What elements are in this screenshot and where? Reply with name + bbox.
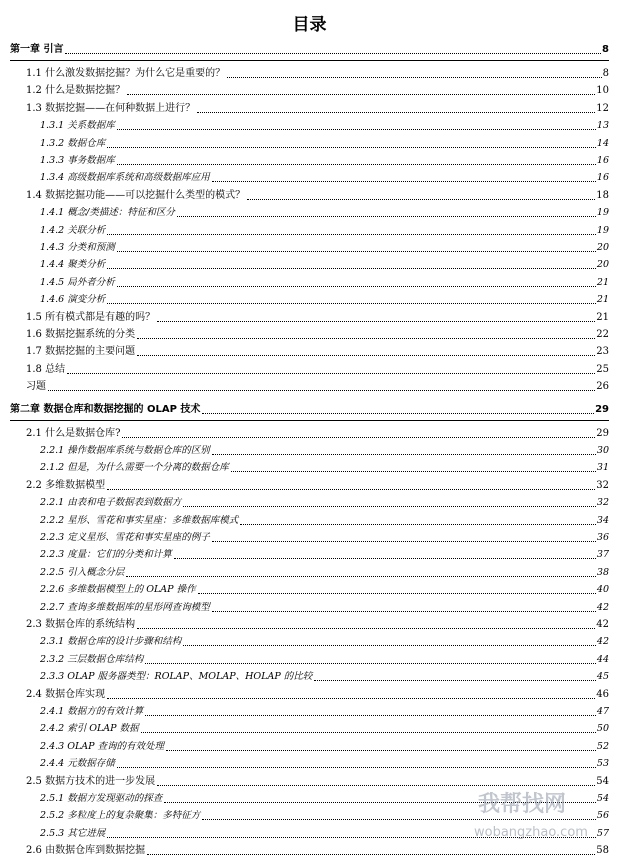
dot-leader — [117, 164, 596, 165]
toc-entry[interactable] — [26, 689, 609, 701]
toc-entry-label: 第一章 引言 — [10, 44, 64, 55]
toc-entry-label: 2.2.1 操作数据库系统与数据仓库的区别 — [40, 445, 210, 456]
toc-entry[interactable] — [40, 155, 609, 167]
toc-entry-page: 25 — [596, 363, 609, 375]
toc-entry-label: 2.5 数据方技术的进一步发展 — [26, 775, 156, 787]
toc-entry[interactable] — [40, 497, 609, 509]
toc-chapter-entry[interactable] — [10, 44, 609, 56]
toc-entry[interactable] — [40, 242, 609, 254]
toc-entry[interactable] — [26, 776, 609, 788]
toc-entry[interactable] — [40, 549, 609, 561]
dot-leader — [107, 268, 596, 269]
dot-leader — [141, 732, 596, 733]
toc-entry-page: 40 — [596, 584, 609, 596]
dot-leader — [183, 645, 596, 646]
dot-leader — [137, 338, 595, 339]
toc-entry-label: 1.4.6 演变分析 — [40, 294, 106, 306]
dot-leader — [137, 628, 595, 629]
dot-leader — [202, 819, 596, 820]
toc-entry-label: 2.4.2 索引 OLAP 数据 — [40, 723, 139, 735]
toc-entry[interactable] — [40, 207, 609, 219]
toc-entry[interactable] — [40, 636, 609, 648]
dot-leader — [212, 454, 596, 455]
watermark-logo: 我帮找网 — [478, 792, 567, 817]
toc-entry-page: 21 — [596, 294, 609, 306]
toc-entry-page: 57 — [596, 827, 609, 839]
toc-entry-page: 42 — [596, 601, 609, 613]
toc-entry-page: 32 — [596, 497, 609, 509]
toc-entry-label: 1.4.3 分类和预测 — [40, 242, 115, 253]
dot-leader — [164, 802, 596, 803]
toc-entry-page: 10 — [596, 85, 609, 97]
dot-leader — [202, 413, 594, 414]
toc-entry-label: 1.4.1 概念/类描述：特征和区分 — [40, 207, 175, 219]
toc-entry-page: 42 — [596, 636, 609, 648]
toc-entry-page: 20 — [596, 259, 609, 271]
dot-leader — [240, 524, 596, 525]
toc-entry-page: 47 — [596, 706, 609, 717]
dot-leader — [127, 94, 595, 95]
toc-entry[interactable] — [26, 85, 609, 97]
toc-entry[interactable] — [40, 138, 609, 150]
toc-entry-page: 32 — [596, 479, 609, 491]
toc-entry-label: 1.4.4 聚类分析 — [40, 259, 106, 271]
toc-entry-page: 44 — [596, 653, 609, 665]
toc-entry[interactable] — [26, 190, 609, 202]
dot-leader — [174, 558, 596, 559]
toc-entry-page: 23 — [596, 346, 609, 358]
toc-entry-label: 1.3 数据挖掘——在何种数据上进行？ — [26, 102, 196, 114]
toc-entry-label: 2.2.1 由表和电子数据表到数据方 — [40, 497, 182, 509]
dot-leader — [183, 506, 596, 507]
toc-entry-label: 2.2.6 多维数据模型上的 OLAP 操作 — [40, 584, 196, 596]
dot-leader — [65, 53, 601, 54]
dot-leader — [117, 251, 596, 252]
toc-entry-page: 16 — [596, 172, 609, 184]
toc-entry-label: 1.4.2 关联分析 — [40, 224, 106, 236]
dot-leader — [212, 541, 596, 542]
toc-entry-page: 36 — [596, 532, 609, 543]
toc-entry-page: 53 — [596, 758, 609, 770]
toc-entry-page: 34 — [596, 514, 609, 526]
toc-entry-page: 29 — [596, 427, 609, 439]
toc-entry-label: 2.5.2 多粒度上的复杂聚集：多特征方 — [40, 810, 201, 822]
toc-entry[interactable] — [40, 225, 609, 237]
toc-entry[interactable] — [40, 277, 609, 289]
toc-entry-label: 第二章 数据仓库和数据挖掘的 OLAP 技术 — [10, 403, 201, 415]
dot-leader — [177, 216, 596, 217]
toc-entry[interactable] — [40, 793, 609, 805]
dot-leader — [126, 576, 596, 577]
toc-entry-page: 8 — [602, 68, 609, 79]
toc-entry-label: 2.2.5 引入概念分层 — [40, 566, 125, 578]
toc-entry-label: 2.3.1 数据仓库的设计步骤和结构 — [40, 636, 182, 648]
toc-entry[interactable] — [40, 723, 609, 735]
toc-entry-page: 19 — [596, 207, 609, 219]
toc-entry-label: 2.2.2 星形、雪花和事实星座：多维数据库模式 — [40, 514, 239, 526]
dot-leader — [314, 680, 596, 681]
toc-entry-label: 2.3.3 OLAP 服务器类型：ROLAP、MOLAP、HOLAP 的比较 — [40, 671, 313, 683]
toc-entry[interactable] — [26, 845, 609, 857]
toc-entry-label: 1.3.2 数据仓库 — [40, 137, 106, 149]
toc-entry[interactable] — [26, 346, 609, 358]
toc-entry[interactable] — [40, 294, 609, 306]
toc-entry-page: 19 — [596, 224, 609, 236]
toc-entry-label: 2.4.3 OLAP 查询的有效处理 — [40, 740, 165, 752]
toc-entry-label: 1.5 所有模式都是有趣的吗？ — [26, 311, 156, 323]
toc-entry-label: 1.2 什么是数据挖掘？ — [26, 85, 126, 97]
dot-leader — [145, 715, 596, 716]
toc-entry-label: 1.8 总结 — [26, 363, 66, 375]
toc-entry-label: 2.4 数据仓库实现 — [26, 688, 106, 700]
toc-entry[interactable] — [26, 103, 609, 115]
dot-leader — [107, 303, 596, 304]
toc-entry[interactable] — [26, 312, 609, 324]
toc-entry-label: 1.7 数据挖掘的主要问题 — [26, 346, 136, 358]
toc-entry-page: 54 — [596, 793, 609, 804]
toc-entry[interactable] — [26, 68, 609, 80]
toc-entry[interactable] — [40, 758, 609, 770]
toc-entry[interactable] — [40, 259, 609, 271]
toc-entry[interactable] — [40, 120, 609, 132]
toc-entry-label: 2.1 什么是数据仓库? — [26, 427, 121, 439]
toc-entry-page: 52 — [596, 740, 609, 752]
toc-entry[interactable] — [40, 741, 609, 753]
toc-entry[interactable] — [40, 462, 609, 474]
toc-entry-label: 2.4.1 数据方的有效计算 — [40, 706, 144, 717]
toc-entry[interactable] — [40, 602, 609, 614]
toc-entry[interactable] — [26, 480, 609, 492]
dot-leader — [67, 373, 595, 374]
toc-entry-page: 45 — [596, 671, 609, 683]
toc-entry-label: 2.2.3 度量：它们的分类和计算 — [40, 549, 172, 561]
toc-entry-label: 2.5.3 其它进展 — [40, 827, 106, 839]
toc-entry[interactable] — [40, 654, 609, 666]
toc-entry-page: 8 — [602, 44, 609, 55]
toc-entry-page: 21 — [596, 276, 609, 288]
dot-leader — [48, 390, 595, 391]
toc-entry[interactable] — [26, 329, 609, 341]
toc-entry[interactable] — [40, 810, 609, 822]
watermark-url: wobangzhao.com — [474, 825, 588, 840]
dot-leader — [107, 234, 596, 235]
toc-entry-label: 习题 — [26, 381, 46, 393]
toc-entry[interactable] — [40, 445, 609, 457]
toc-entry[interactable] — [40, 567, 609, 579]
toc-entry-page: 38 — [596, 566, 609, 578]
dot-leader — [147, 854, 595, 855]
toc-entry-label: 1.1 什么激发数据挖掘？为什么它是重要的？ — [26, 68, 226, 79]
toc-entry-label: 1.3.3 事务数据库 — [40, 155, 115, 166]
toc-entry-label: 2.2 多维数据模型 — [26, 479, 106, 491]
dot-leader — [117, 286, 596, 287]
toc-entry-label: 2.6 由数据仓库到数据挖掘 — [26, 845, 146, 857]
toc-entry-page: 26 — [596, 381, 609, 393]
toc-entry[interactable] — [40, 671, 609, 683]
toc-entry-page: 18 — [596, 189, 609, 201]
toc-entry-page: 13 — [596, 120, 609, 132]
toc-entry-label: 2.4.4 元数据存储 — [40, 758, 115, 770]
toc-entry-page: 37 — [596, 549, 609, 561]
dot-leader — [107, 489, 595, 490]
chapter-divider — [10, 60, 609, 61]
toc-entry-page: 21 — [596, 311, 609, 323]
toc-entry-label: 1.4 数据挖掘功能——可以挖掘什么类型的模式？ — [26, 189, 246, 201]
toc-entry[interactable] — [26, 428, 609, 440]
toc-entry-label: 2.2.3 定义星形、雪花和事实星座的例子 — [40, 532, 210, 543]
toc-chapter-entry[interactable] — [10, 404, 609, 416]
dot-leader — [247, 199, 595, 200]
toc-entry-label: 2.3 数据仓库的系统结构 — [26, 619, 136, 630]
toc-entry[interactable] — [40, 828, 609, 840]
toc-entry[interactable] — [40, 172, 609, 184]
dot-leader — [117, 767, 596, 768]
toc-entry[interactable] — [26, 364, 609, 376]
toc-entry-page: 30 — [596, 445, 609, 456]
toc-entry-page: 56 — [596, 810, 609, 822]
toc-entry-label: 2.5.1 数据方发现驱动的探查 — [40, 793, 163, 804]
dot-leader — [157, 785, 595, 786]
toc-entry-page: 50 — [596, 723, 609, 735]
toc-entry-page: 54 — [596, 775, 609, 787]
toc-entry-page: 16 — [596, 155, 609, 166]
toc-entry[interactable] — [40, 706, 609, 718]
dot-leader — [166, 750, 596, 751]
toc-entry-page: 31 — [596, 462, 609, 474]
toc-entry-page: 46 — [596, 688, 609, 700]
dot-leader — [107, 837, 596, 838]
chapter-divider — [10, 420, 609, 421]
dot-leader — [117, 129, 596, 130]
toc-entry-label: 2.2.7 查询多维数据库的星形网查询模型 — [40, 601, 210, 613]
toc-entry-page: 29 — [595, 403, 609, 415]
toc-entry[interactable] — [26, 381, 609, 393]
dot-leader — [145, 663, 596, 664]
toc-entry-page: 14 — [596, 137, 609, 149]
toc-entry[interactable] — [40, 584, 609, 596]
toc-entry-label: 2.1.2 但是，为什么需要一个分离的数据仓库 — [40, 462, 229, 474]
dot-leader — [107, 698, 595, 699]
dot-leader — [107, 147, 596, 148]
toc-entry-page: 42 — [596, 619, 609, 630]
dot-leader — [231, 471, 596, 472]
page-title: 目录 — [292, 15, 327, 35]
toc-entry[interactable] — [40, 532, 609, 544]
toc-entry-page: 58 — [596, 845, 609, 857]
toc-entry-label: 1.3.1 关系数据库 — [40, 120, 115, 132]
toc-entry-page: 12 — [596, 102, 609, 114]
dot-leader — [212, 181, 596, 182]
dot-leader — [212, 611, 596, 612]
dot-leader — [197, 112, 595, 113]
toc-entry-label: 1.3.4 高级数据库系统和高级数据库应用 — [40, 172, 210, 184]
toc-entry-page: 22 — [596, 329, 609, 340]
dot-leader — [157, 321, 595, 322]
toc-entry[interactable] — [40, 515, 609, 527]
toc-entry-page: 20 — [596, 242, 609, 253]
toc-entry[interactable] — [26, 619, 609, 631]
dot-leader — [227, 77, 602, 78]
dot-leader — [137, 355, 595, 356]
dot-leader — [122, 437, 595, 438]
toc-entry-label: 2.3.2 三层数据仓库结构 — [40, 653, 144, 665]
dot-leader — [198, 593, 596, 594]
toc-entry-label: 1.4.5 局外者分析 — [40, 276, 115, 288]
toc-entry-label: 1.6 数据挖掘系统的分类 — [26, 329, 136, 340]
